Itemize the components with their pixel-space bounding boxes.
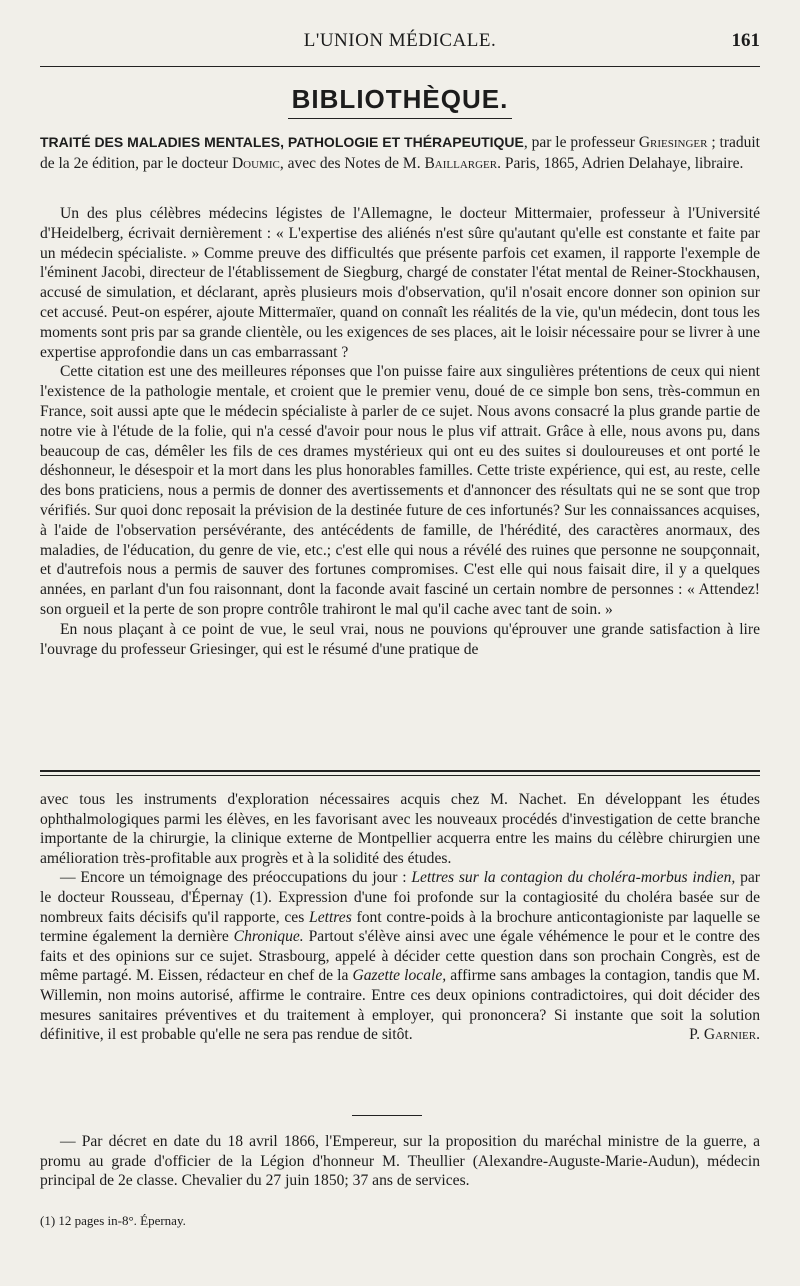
- review-text: [40, 204, 760, 659]
- page-header: [40, 30, 760, 64]
- short-divider: [352, 1115, 422, 1116]
- page-number: 161: [731, 30, 760, 51]
- section-divider-thin: [40, 775, 760, 776]
- header-rule: [40, 66, 760, 67]
- paragraph: — Par décret en date du 18 avril 1866, l'Empereur, sur la proposition du maréchal ministre de la guerre, a promu au grade d'officier de la Légion d'honneur M. Theullier (Alexandre-Auguste-Marie-Audun), médecin principal de 2e classe. Chevalier du 27 juin 1850; 37 ans de services.: [40, 1133, 760, 1190]
- reference-text-c: , avec des Notes de M.: [279, 155, 425, 172]
- text-run: par le docteur Rousseau, d'Épernay (1). Expression d'une foi profonde sur la contagiosité du choléra basée sur de nombreux faits décisifs qu'il rapporte, ces: [40, 869, 760, 926]
- paragraph: Un des plus célèbres médecins légistes de l'Allemagne, le docteur Mittermaier, professeur à l'Université d'Heidelberg, écrivait dernièrement : « L'expertise des aliénés n'est sûre qu'autant qu'elle est constante et faite par un médecin spécialiste. » Comme preuve des difficultés que présente parfois cet examen, il rapporte l'exemple de l'éminent Jacobi, directeur de l'établissement de Siegburg, chargé de constater l'état mental de Reiner-Stockhausen, accusé de simulation, et déclarant, après plusieurs mois d'observation, qu'il n'osait encore donner son opinion sur cet accusé. Peut-on espérer, ajoute Mittermaïer, quand on connaît les réalités de la vie, qu'un médecin, dont tous les moments sont pris par sa grande clientèle, ou les exigences de ses places, ait le loisir nécessaire pour se livrer à une expertise approfondie dans un cas embarrassant ?: [40, 205, 760, 361]
- text-run: affirme sans ambages la contagion, tandis que M. Willemin, non moins autorisé, affirme le contraire. Entre ces deux opinions contradictoires, qui doit décider des mesures sanitaires préventives et du traitement à employer, qui prononcera? Si instante que soit la solution définitive, il est probable qu'elle ne sera pas rendue de sitôt.: [40, 967, 760, 1044]
- running-title: L'UNION MÉDICALE.: [303, 30, 497, 51]
- section-divider-thick: [40, 770, 760, 772]
- reference-translator: Doumic: [231, 155, 280, 172]
- text-run: — Encore un témoignage des préoccupations du jour :: [60, 869, 412, 887]
- paragraph: Cette citation est une des meilleures réponses que l'on puisse faire aux singulières prétentions de ceux qui nient l'existence de la pathologie mentale, et croient que le premier venu, doué de ce simple bon sens, très-commun en France, soit aussi apte que le médecin spécialiste à parler de ce sujet. Nous avons consacré la plus grande partie de notre vie à l'étude de la folie, qui n'a cessé d'avoir pour nous le plus vif attrait. Grâce à elle, nous avons pu, dans beaucoup de cas, démêler les fils de ces drames mystérieux qui ont eu des suites si douloureuses et ont porté le déshonneur, le désespoir et la mort dans les plus honorables familles. Cette triste expérience, qui est, au reste, celle des bons praticiens, nous a permis de donner des avertissements et d'annoncer des résultats qui ne se sont que trop vérifiés. Sur quoi donc reposait la prévision de la destinée future de ces infortunés? Sur les connaissances acquises, à l'aide de l'observation persévérante, des antécédents de famille, de l'hérédité, des caractères anormaux, des maladies, de l'éducation, du genre de vie, etc.; c'est elle qui nous a révélé des ruines que personne ne soupçonnait, et d'autrefois nous a permis de sauver des fortunes compromises. C'est elle qui nous faisait dire, il y a quelques années, en parlant d'un fou raisonnant, dont la faconde avait fasciné un certain nombre de personnes : « Attendez! son orgueil et la perte de son propre contrôle trahiront le mal qu'il cache avec tant de soin. »: [40, 363, 760, 618]
- decree-notice: [40, 1132, 760, 1191]
- section-rule: [288, 118, 512, 119]
- italic-word: Chronique.: [233, 928, 304, 946]
- italic-title: Lettres sur la contagion du choléra-morbus indien,: [411, 869, 736, 887]
- reference-annotator: Baillarger: [424, 155, 498, 172]
- text-run: font contre-poids à la brochure anticontagioniste par laquelle se termine également la dernière: [40, 908, 760, 946]
- section-title: BIBLIOTHÈQUE.: [291, 84, 509, 114]
- book-reference: [40, 132, 760, 174]
- reference-author: Griesinger: [638, 134, 708, 151]
- footnote: (1) 12 pages in-8°. Épernay.: [40, 1213, 186, 1228]
- paragraph: avec tous les instruments d'exploration nécessaires acquis chez M. Nachet. En développant les études ophthalmologiques parmi les élèves, en les favorisant avec les nouveaux procédés d'investigation de cette branche importante de la chirurgie, la clinique externe de Montpellier acquerra entre les mains du célèbre chirurgien une amélioration très-profitable aux progrès et à la solidité des études.: [40, 791, 760, 867]
- reference-text-a: , par le professeur: [523, 134, 639, 151]
- paragraph: En nous plaçant à ce point de vue, le seul vrai, nous ne pouvions qu'éprouver une grande satisfaction à lire l'ouvrage du professeur Griesinger, qui est le résumé d'une pratique de: [40, 620, 760, 658]
- italic-word: Lettres: [309, 908, 352, 926]
- chronicle-continuation: [40, 790, 760, 1045]
- signature: P. Garnier.: [689, 1026, 760, 1044]
- text-run: Partout s'élève ainsi avec une égale véhémence le pour et le contre des faits et des opinions sur ce sujet. Strasbourg, appelé à décider cette question dans son prochain Congrès, est de même partagé. M. Eissen, rédacteur en chef de la: [40, 928, 760, 985]
- reference-text-d: . Paris, 1865, Adrien Delahaye, libraire.: [497, 155, 744, 172]
- italic-word: Gazette locale,: [352, 967, 447, 985]
- reference-text-b: ; traduit de la 2e édition, par le docteur: [40, 134, 760, 172]
- book-title: TRAITÉ DES MALADIES MENTALES, PATHOLOGIE ET THÉRAPEUTIQUE: [40, 134, 524, 150]
- paragraph: [40, 868, 760, 1044]
